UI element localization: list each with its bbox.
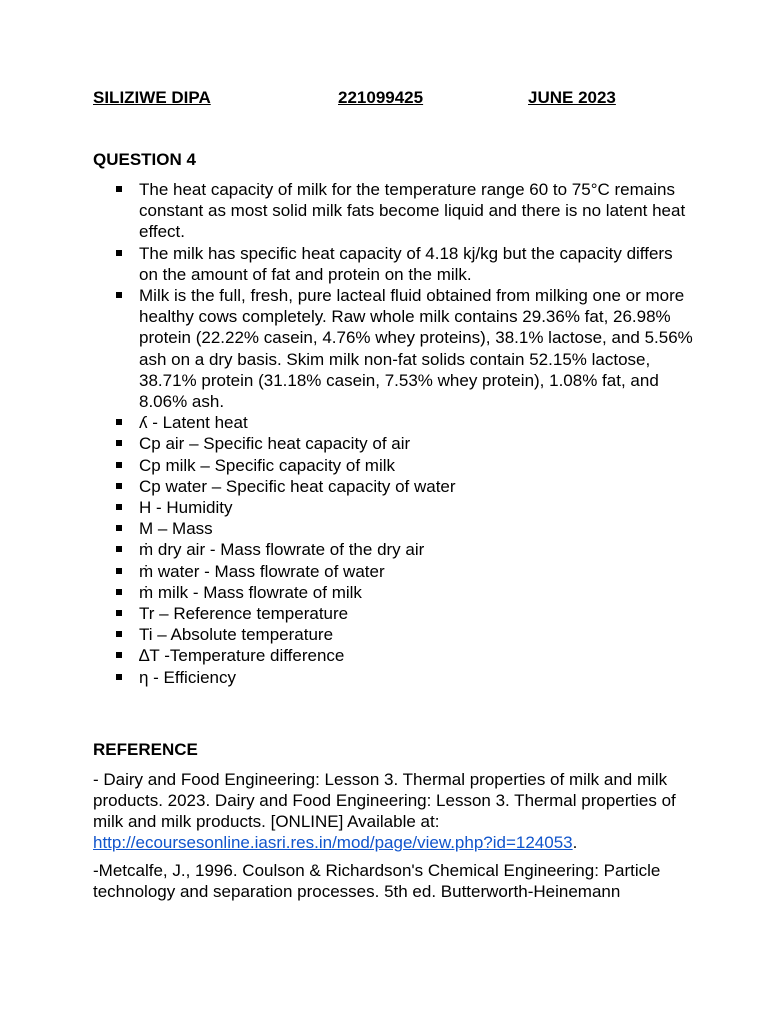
header-line: [93, 87, 693, 108]
reference-1-link[interactable]: http://ecoursesonline.iasri.res.in/mod/page/view.php?id=124053: [93, 833, 573, 853]
list-item: ṁ water - Mass flowrate of water: [93, 561, 693, 582]
question-title: QUESTION 4: [93, 150, 196, 169]
list-item: Tr – Reference temperature: [93, 603, 693, 624]
list-item: H - Humidity: [93, 497, 693, 518]
list-item: Cp air – Specific heat capacity of air: [93, 433, 693, 454]
list-item: M – Mass: [93, 518, 693, 539]
author-name: SILIZIWE DIPA: [93, 88, 211, 107]
list-item: Milk is the full, fresh, pure lacteal fluid obtained from milking one or more healthy cows completely. Raw whole milk contains 29.36% fat, 26.98% protein (22.22% casein, 4.76% whey proteins), 38.1% lactose, and 5.56% ash on a dry basis. Skim milk non-fat solids contain 52.15% lactose, 38.71% protein (31.18% casein, 7.53% whey protein), 1.08% fat, and 8.06% ash.: [93, 285, 693, 412]
reference-title: REFERENCE: [93, 739, 198, 759]
list-item: ƞ - Efficiency: [93, 667, 693, 688]
student-number: 221099425: [338, 88, 424, 107]
reference-1-text: - Dairy and Food Engineering: Lesson 3. Thermal properties of milk and milk products. 2023. Dairy and Food Engineering: Lesson 3. Thermal properties of milk and milk products. [ONLINE] Available at:: [93, 769, 676, 832]
reference-1: [93, 769, 693, 854]
list-item: ∆T -Temperature difference: [93, 645, 693, 666]
reference-1-end: .: [572, 833, 578, 853]
list-item: The heat capacity of milk for the temperature range 60 to 75°C remains constant as most solid milk fats become liquid and there is no latent heat effect.: [93, 179, 693, 243]
list-item: ṁ milk - Mass flowrate of milk: [93, 582, 693, 603]
list-item: ṁ dry air - Mass flowrate of the dry air: [93, 539, 693, 560]
submission-date: JUNE 2023: [528, 88, 616, 107]
list-item: The milk has specific heat capacity of 4.18 kj/kg but the capacity differs on the amount of fat and protein on the milk.: [93, 243, 693, 285]
reference-2: -Metcalfe, J., 1996. Coulson & Richardson's Chemical Engineering: Particle technology and separation processes. 5th ed. Butterworth-Heinemann: [93, 860, 661, 901]
list-item: Ti – Absolute temperature: [93, 624, 693, 645]
list-item: ʎ - Latent heat: [93, 412, 693, 433]
document-page: [93, 87, 693, 902]
bullet-list: [93, 179, 693, 688]
list-item: Cp milk – Specific capacity of milk: [93, 455, 693, 476]
list-item: Cp water – Specific heat capacity of water: [93, 476, 693, 497]
